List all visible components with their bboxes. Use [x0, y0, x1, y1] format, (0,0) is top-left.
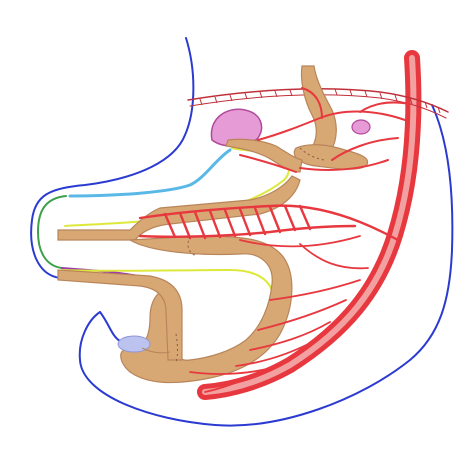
small-nodule	[352, 120, 370, 134]
